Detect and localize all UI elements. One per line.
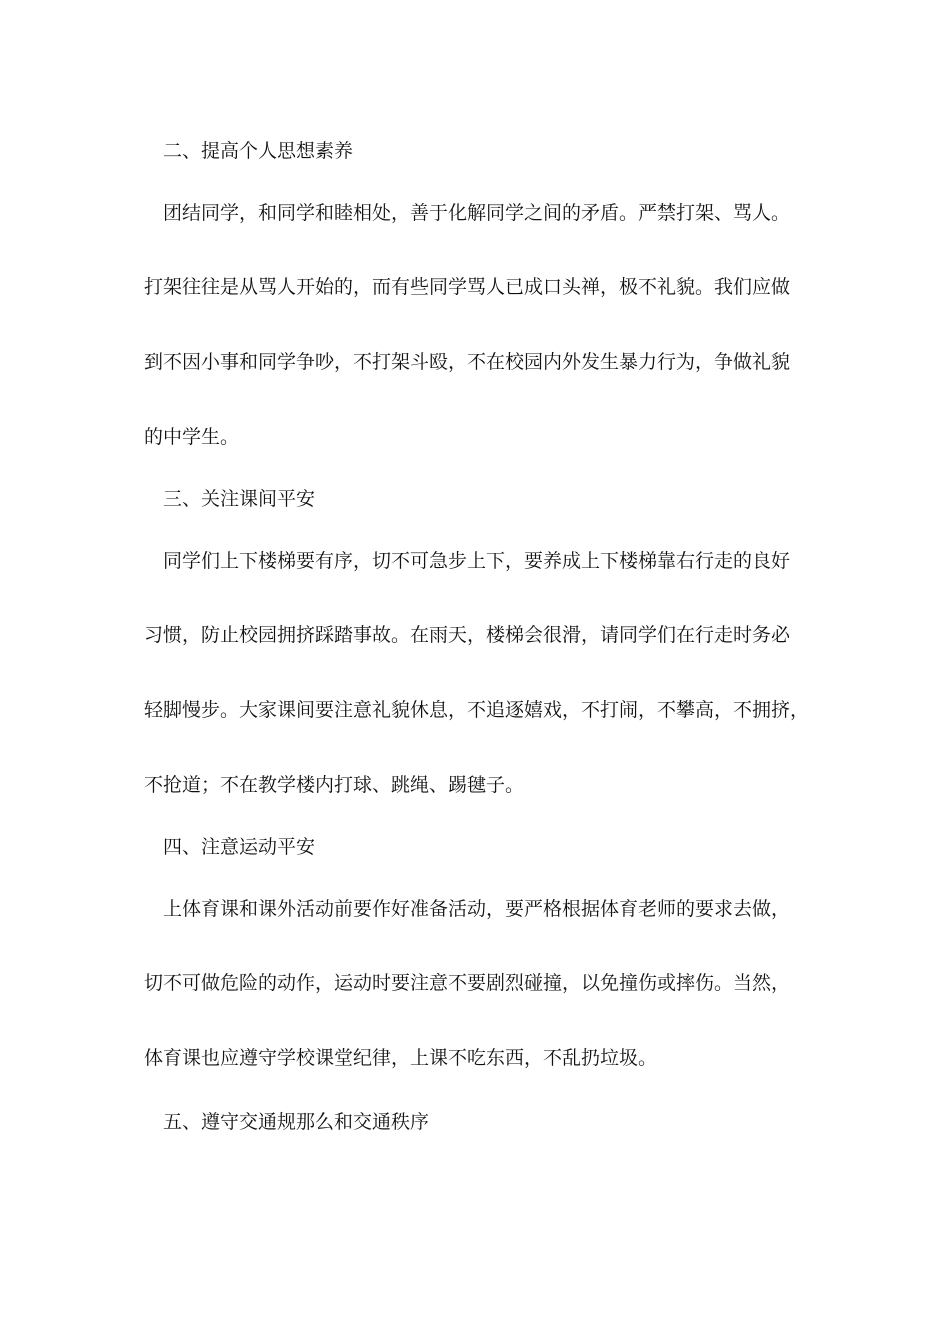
paragraph-line: 上体育课和课外活动前要作好准备活动，要严格根据体育老师的要求去做， <box>163 898 791 920</box>
paragraph-line: 团结同学，和同学和睦相处，善于化解同学之间的矛盾。严禁打架、骂人。 <box>163 202 791 224</box>
paragraph-line: 打架往往是从骂人开始的，而有些同学骂人已成口头禅，极不礼貌。我们应做 <box>144 276 791 298</box>
section-heading: 五、遵守交通规那么和交通秩序 <box>163 1111 430 1133</box>
paragraph-line: 轻脚慢步。大家课间要注意礼貌休息，不追逐嬉戏，不打闹，不攀高，不拥挤， <box>144 699 810 721</box>
paragraph-line: 到不因小事和同学争吵，不打架斗殴，不在校园内外发生暴力行为，争做礼貌 <box>144 351 791 373</box>
section-heading: 三、关注课间平安 <box>163 488 316 510</box>
paragraph-line: 习惯，防止校园拥挤踩踏事故。在雨天，楼梯会很滑，请同学们在行走时务必 <box>144 624 791 646</box>
paragraph-line: 体育课也应遵守学校课堂纪律，上课不吃东西，不乱扔垃圾。 <box>144 1047 658 1069</box>
section-heading: 四、注意运动平安 <box>163 836 316 858</box>
paragraph-line: 的中学生。 <box>144 426 240 448</box>
paragraph-line: 同学们上下楼梯要有序，切不可急步上下，要养成上下楼梯靠右行走的良好 <box>163 550 791 572</box>
paragraph-line: 不抢道；不在教学楼内打球、跳绳、踢毽子。 <box>144 774 525 796</box>
section-heading: 二、提高个人思想素养 <box>163 140 354 162</box>
paragraph-line: 切不可做危险的动作，运动时要注意不要剧烈碰撞，以免撞伤或摔伤。当然， <box>144 972 791 994</box>
